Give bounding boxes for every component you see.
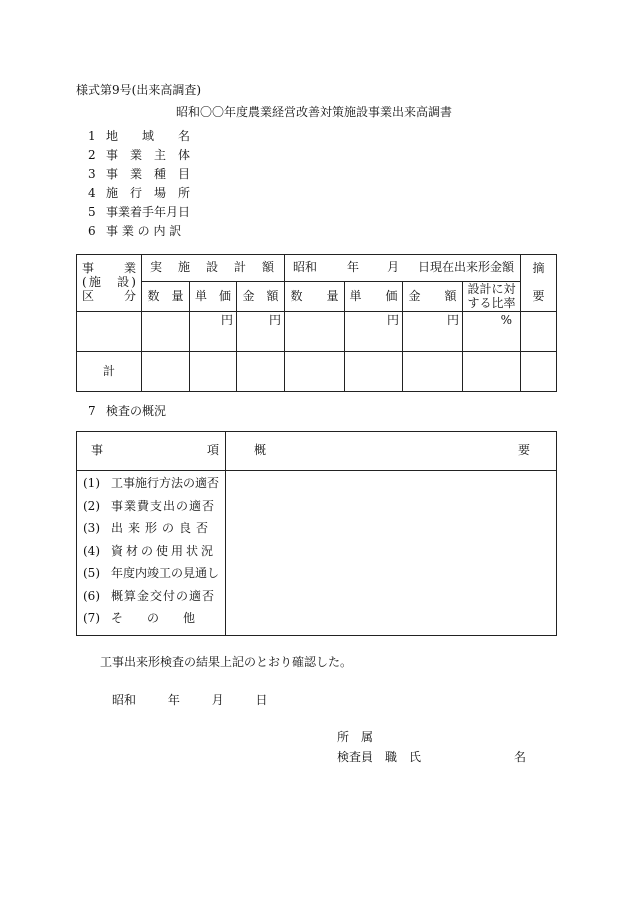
- unit-price-header-2: 単 価: [345, 282, 403, 312]
- affiliation-label: 所 属: [337, 730, 374, 744]
- category-header: 事 業 (施 設) 区 分: [77, 255, 142, 312]
- quantity-cell: [142, 312, 190, 352]
- summary-cell: [226, 471, 557, 636]
- unit-price-cell-2: 円: [345, 312, 403, 352]
- inspection-item: (2) 事業費支出の適否: [83, 498, 216, 513]
- ratio-cell: %: [463, 312, 521, 352]
- quantity-cell-2: [285, 312, 345, 352]
- total-label: 計: [77, 352, 142, 392]
- inspection-item: (3) 出来形の良否: [83, 521, 214, 535]
- remarks-cell: [521, 312, 557, 352]
- quantity-header-2: 数 量: [285, 282, 345, 312]
- total-cell: [463, 352, 521, 392]
- section-item: 4 施 行 場 所: [88, 186, 191, 200]
- section-list: [88, 127, 190, 241]
- inspection-item: (4) 資材の使用状況: [83, 543, 217, 558]
- total-cell: [285, 352, 345, 392]
- section-item: 1 地 域 名: [88, 129, 191, 143]
- section-7: 7 検査の概況: [88, 404, 167, 418]
- planned-amount-header: 実 施 設 計 額: [142, 255, 285, 282]
- inspection-item: (7) そ の 他: [83, 611, 196, 625]
- section-item: 6 事 業 の 内 訳: [88, 224, 182, 238]
- inspector-label: 検査員 職 氏: [337, 750, 422, 764]
- inspection-item: (6) 概算金交付の適否: [83, 588, 216, 603]
- unit-price-header: 単 価: [190, 282, 237, 312]
- category-cell: [77, 312, 142, 352]
- amount-cell: 円: [237, 312, 285, 352]
- ratio-header: 設計に対 する比率: [463, 282, 521, 312]
- inspection-items: [77, 471, 226, 636]
- total-cell: [521, 352, 557, 392]
- page-title: 昭和〇〇年度農業経営改善対策施設事業出来高調書: [176, 105, 453, 119]
- inspection-item: (1) 工事施行方法の適否: [83, 476, 220, 490]
- inspection-table: [76, 431, 557, 636]
- date-line: 昭和 年 月 日: [112, 693, 268, 707]
- inspection-item: (5) 年度内竣工の見通し: [83, 566, 220, 580]
- form-number: 様式第9号(出来高調査): [76, 83, 201, 97]
- current-amount-header: 昭和 年 月 日現在出来形金額: [285, 255, 521, 282]
- total-cell: [142, 352, 190, 392]
- quantity-header: 数 量: [142, 282, 190, 312]
- unit-price-cell: 円: [190, 312, 237, 352]
- summary-header: 概 要: [226, 432, 557, 471]
- item-header: 事 項: [77, 432, 226, 471]
- section-item: 5 事業着手年月日: [88, 205, 191, 219]
- name-label: 名: [514, 750, 527, 764]
- amount-header-2: 金 額: [403, 282, 463, 312]
- confirmation-text: 工事出来形検査の結果上記のとおり確認した。: [100, 655, 353, 669]
- amount-header: 金 額: [237, 282, 285, 312]
- amount-cell-2: 円: [403, 312, 463, 352]
- total-cell: [190, 352, 237, 392]
- total-cell: [237, 352, 285, 392]
- remarks-header: 摘 要: [521, 255, 557, 312]
- breakdown-table: [76, 254, 557, 392]
- section-item: 2 事 業 主 体: [88, 148, 191, 162]
- section-item: 3 事 業 種 目: [88, 167, 191, 181]
- total-cell: [345, 352, 403, 392]
- total-cell: [403, 352, 463, 392]
